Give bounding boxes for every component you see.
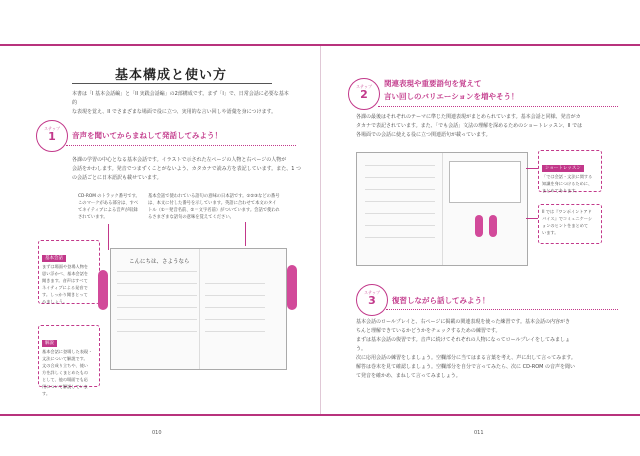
sample-box [449,161,521,203]
step2-badge: ステップ 2 [348,78,380,110]
sample-page-right [356,152,528,266]
step2-heading-rule [378,106,618,107]
step3-badge: ステップ 3 [356,284,388,316]
sample-title: こんにちは、さようなら [129,259,190,265]
bottom-rule [0,414,640,416]
page-gutter [320,46,321,414]
step3-heading-rule [386,309,618,310]
person-illustration-right [287,265,297,310]
pointer-line-2 [245,222,246,246]
person-illustration-small [475,215,483,237]
title-underline [72,83,272,84]
left-page-number: 010 [152,430,162,436]
sample-divider [199,249,200,369]
box-short-lesson: ショートレッスン 「では会話・文法に関する 知識を身につけるために、 まとめてあります。 [538,150,602,192]
step1-body: 各課の学習の中心となる基本会話です。イラストで示された左ページの人物と右ページの人物が 会話をかわします。発音でつまずくことがないよう、カタカナで読み方を表記しています。また、1 つ の会話ごとに日本語訳も載せています。 [72,157,301,181]
step1-heading-rule [66,145,296,146]
step3-heading: 復習しながら話してみよう！ [392,296,490,305]
cd-note: CD-ROM のトラック番号です。 このマークがある部分は、すべ てネイティブによる音声が収録 されています。 [78,194,140,220]
person-illustration-left [98,270,108,310]
person-illustration-small-2 [489,215,497,237]
pointer-line-3 [526,168,538,169]
step3-body: 基本会話のロールプレイと、右ページに掲載の関連表現を使った練習です。基本会話の内容がき ちんと理解できているかどうかをチェックするための練習です。 まずは基本会話の復習です。音声に続けてそれぞれの人物になってロールプレイをしてみましょ う。 次に応用会話の練習をしましょう。空欄部分に当てはまる言葉を考え、声に出して言ってみます。 解答は巻末を見て確認しましょう。空欄部分を自分で言ってみたら、次に CD-ROM の音声を聞い て発音を確かめ、まねして言ってみましょう。 [356,319,576,379]
pointer-line-1 [108,224,109,250]
left-page-title: 基本構成と使い方 [115,68,228,83]
step1-badge: ステップ 1 [36,120,68,152]
step2-heading-1: 関連表現や重要語句を覚えて [384,79,482,88]
right-page-number: 011 [474,430,484,436]
center-note: 基本会話で使われている語句の意味の日本語です。①②③などの番号 は、本文に付した番号を示しています。英語に合わせて本文のタイ トル（①＝発音名前、②＝文字名前）がついています。会話で使われ るさまざまな語句の意味を覚えてください。 [148,194,280,220]
box-one-point-advice: II では『ワンポイントアド バイス』でコミュニケーシ ョンのヒントをまとめて います。 [538,204,602,244]
step2-body: 各課の最後はそれぞれのテーマに準じた関連表現がまとめられています。基本会話と同様、発音がカ タカナで表記されています。また、「でも会話」文法の理解を深めるためのショートレッスン、II では 各場面での会話に使える役に立つ関連語句が載っています。 [356,114,583,138]
box-kaisetsu: 解説 基本会話に登場した表現・ 文法について解説です。 文の合成り立ちや、使い 方を詳しくまとめたもの として、他の場面でも応 用について解説しています。 [38,325,100,387]
step1-heading: 音声を聞いてからまねして発話してみよう！ [72,131,222,140]
left-intro: 本書は「I 基本会話編」と「II 実践会話編」の2部構成です。まず「I」で、日常会話に必要な基本的 な表現を覚え、II でさまざまな場面で役に立つ、実用的な言い回しや語彙を身につけます。 [72,91,289,115]
sample-right-divider [442,153,443,265]
pointer-line-4 [526,218,538,219]
box-kihon: 基本会話 まずは場面や登場人物を 思い浮かべ、基本会話を 聞きます。音声はすべて ネイティブによる発音で す。しっかり聞きとって みましょう。 [38,240,100,304]
sample-page-left [110,248,287,370]
step2-heading-2: 言い回しのバリエーションを増やそう！ [384,92,519,101]
